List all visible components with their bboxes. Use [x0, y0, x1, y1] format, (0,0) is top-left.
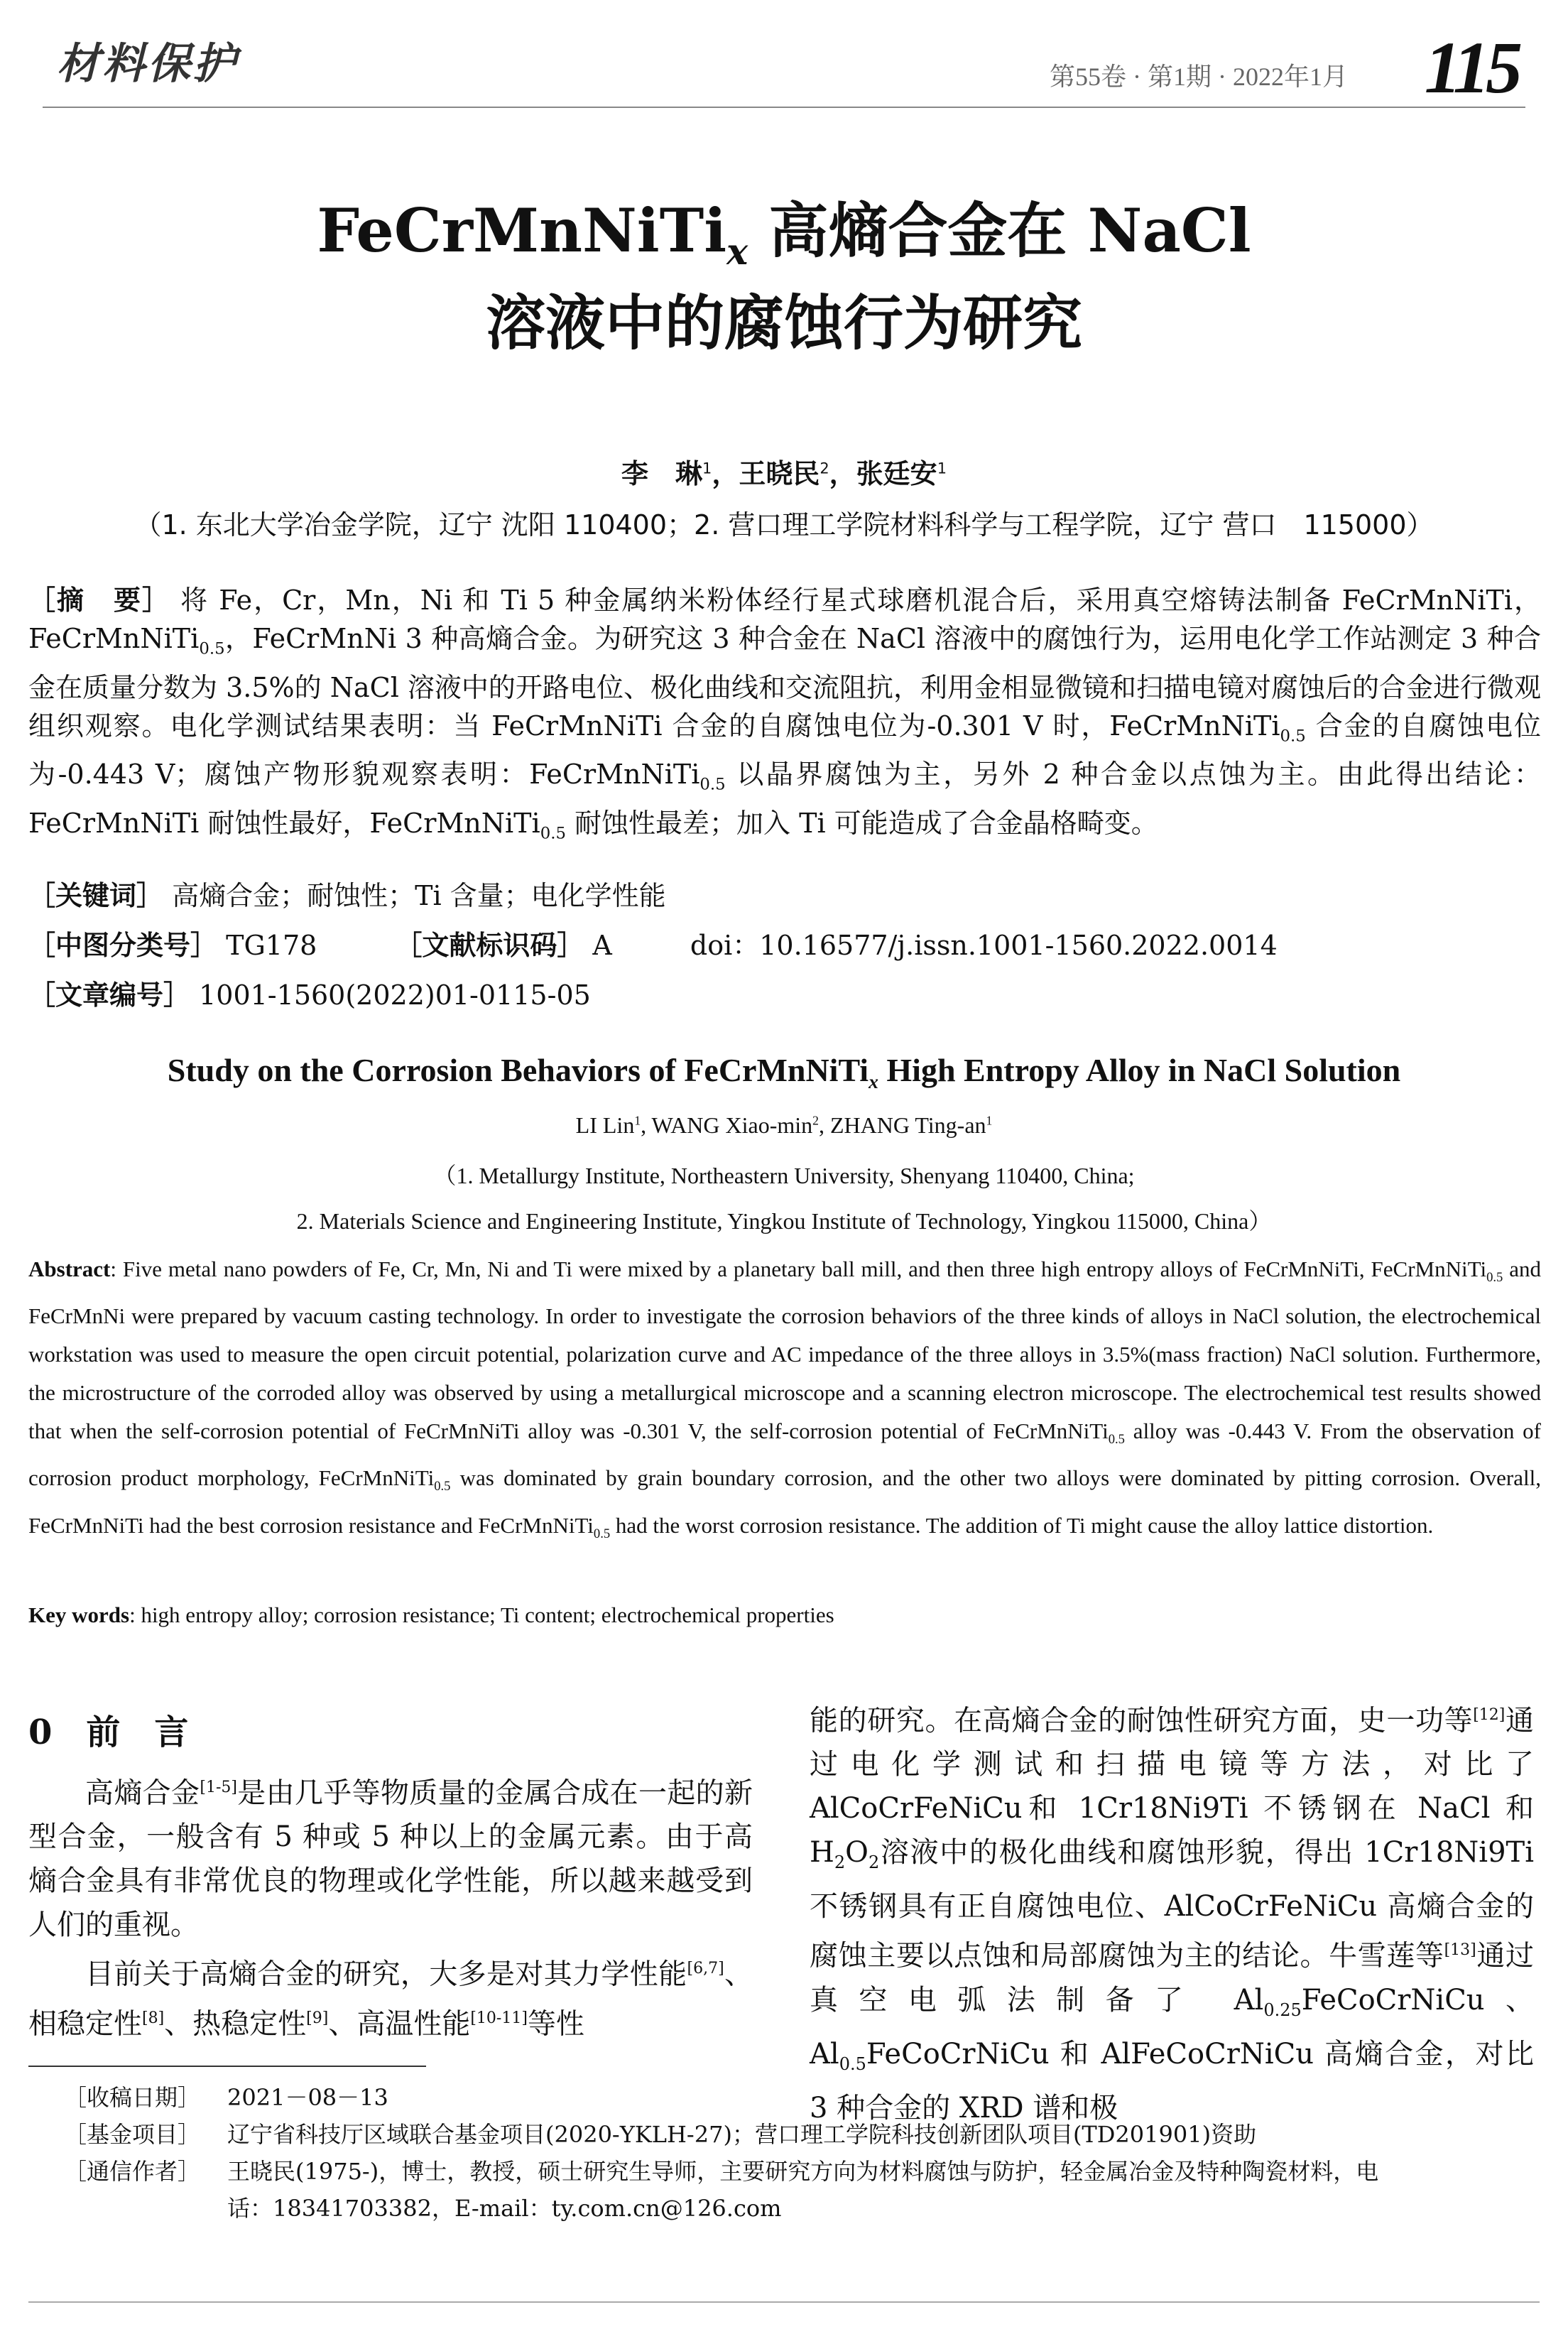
- bottom-divider: [28, 2301, 1540, 2303]
- paragraph: 高熵合金[1-5]是由几乎等物质量的金属合成在一起的新型合金，一般含有 5 种或 5 种以上的金属元素。由于高熵合金具有非常优良的物理或化学性能，所以越来越受到人们的重视。: [28, 1776, 753, 1942]
- author-list: 李 琳$^1$，王晓民$^2$，张廷安$^1$: [621, 458, 947, 489]
- english-title: Study on the Corrosion Behaviors of FeCrMnNiTi$_x$ High Entropy Alloy in NaCl Solution: [167, 1052, 1401, 1093]
- english-authors: LI Lin$^1$, WANG Xiao-$\min^2$, ZHANG Ting-$an^1$: [575, 1112, 993, 1138]
- english-abstract: Abstract: Five metal nano powders of Fe, Cr, Mn, Ni and Ti were mixed by a planetary ball mill, and then three high entropy alloys of FeCrMnNiTi, FeCrMnNiTi$_{0.5}$ and FeCrMnNi were prepared by vacuum casting technology. In order to investigate the corrosion behaviors of the three kinds of alloys in NaCl solution, the electrochemical workstation was used to measure the open circuit potential, polarization curve and AC impedance of the three alloys in 3.5%(mass fraction) NaCl solution. Furthermore, the microstructure of the corroded alloy was observed by using a metallurgical microscope and a scanning electron microscope. The electrochemical test results showed that when the self-corrosion potential of FeCrMnNiTi alloy was -0.301 V, the self-corrosion potential of FeCrMnNiTi$_{0.5}$ alloy was -0.443 V. From the observation of corrosion product morphology, FeCrMnNiTi$_{0.5}$ was dominated by grain boundary corrosion, and the other two alloys were dominated by pitting corrosion. Overall, FeCrMnNiTi had the best corrosion resistance and FeCrMnNiTi$_{0.5}$ had the worst corrosion resistance. The addition of Ti might cause the alloy lattice distortion.: [28, 1257, 1542, 1541]
- paper-title-line-1: FeCrMnNiTi$_x$ 高熵合金在 NaCl: [317, 195, 1251, 273]
- footnote-divider: [28, 2066, 426, 2067]
- section-heading: 0 前 言: [28, 1713, 189, 1752]
- received-date: ［收稿日期］ 2021－08－13: [64, 2084, 388, 2111]
- english-affiliation-2: 2. Materials Science and Engineering Institute, Yingkou Institute of Technology, Yingkou 115000, China）: [296, 1208, 1272, 1234]
- classification-line: ［中图分类号］ TG178 ［文献标识码］ A doi：10.16577/j.issn.1001-1560.2022.0014: [28, 930, 1278, 961]
- keywords-cn: ［关键词］ 高熵合金；耐蚀性；Ti 含量；电化学性能: [28, 880, 666, 911]
- english-affiliation-1: （1. Metallurgy Institute, Northeastern University, Shenyang 110400, China;: [433, 1163, 1135, 1188]
- article-number: ［文章编号］ 1001-1560(2022)01-0115-05: [28, 979, 591, 1011]
- fund-info: ［基金项目］ 辽宁省科技厅区域联合基金项目(2020-YKLH-27)；营口理工学院科技创新团队项目(TD201901)资助: [64, 2121, 1257, 2148]
- issue-info: 第55卷 · 第1期 · 2022年1月: [1050, 63, 1348, 91]
- affiliation: （1. 东北大学冶金学院，辽宁 沈阳 110400；2. 营口理工学院材料科学与工程学院，辽宁 营口 115000）: [134, 509, 1434, 541]
- left-column: [28, 1766, 753, 2046]
- paragraph: 目前关于高熵合金的研究，大多是对其力学性能[6,7]、相稳定性[8]、热稳定性[9]、高温性能[10-11]等性: [28, 1958, 753, 2040]
- english-keywords: Key words: high entropy alloy; corrosion resistance; Ti content; electrochemical properties: [28, 1602, 834, 1627]
- page-number: 115: [1424, 27, 1518, 109]
- paragraph: 能的研究。在高熵合金的耐蚀性研究方面，史一功等[12]通过电化学测试和扫描电镜等方法，对比了 AlCoCrFeNiCu和 1Cr18Ni9Ti 不锈钢在 NaCl 和 $H_2O_2$溶液中的极化曲线和腐蚀形貌，得出 1Cr18Ni9Ti 不锈钢具有正自腐蚀电位、AlCoCrFeNiCu 高熵合金的腐蚀主要以点蚀和局部腐蚀为主的结论。牛雪莲等[13]通过真空电弧法制备了 $Al_{0.25}FeCoCrNiCu$、$Al_{0.5}FeCoCrNiCu$ 和 AlFeCoCrNiCu 高熵合金，对比 3 种合金的 XRD 谱和极: [810, 1704, 1535, 2124]
- journal-name: 材料保护: [57, 39, 239, 89]
- abstract-cn: ［摘 要］ 将 Fe，Cr，Mn，Ni 和 Ti 5 种金属纳米粉体经行星式球磨机混合后，采用真空熔铸法制备 FeCrMnNiTi，FeCrMnNiTi$_{0.5}$，FeCrMnNi 3 种高熵合金。为研究这 3 种合金在 NaCl 溶液中的腐蚀行为，运用电化学工作站测定 3 种合金在质量分数为 3.5%的 NaCl 溶液中的开路电位、极化曲线和交流阻抗，利用金相显微镜和扫描电镜对腐蚀后的合金进行微观组织观察。电化学测试结果表明：当 FeCrMnNiTi 合金的自腐蚀电位为-0.301 V 时，FeCrMnNiTi$_{0.5}$ 合金的自腐蚀电位为-0.443 V；腐蚀产物形貌观察表明：FeCrMnNiTi$_{0.5}$ 以晶界腐蚀为主，另外 2 种合金以点蚀为主。由此得出结论：FeCrMnNiTi 耐蚀性最好，FeCrMnNiTi$_{0.5}$ 耐蚀性最差；加入 Ti 可能造成了合金晶格畸变。: [28, 585, 1541, 843]
- corresponding-author: ［通信作者］ 王晓民(1975-)，博士，教授，硕士研究生导师，主要研究方向为材料腐蚀与防护，轻金属冶金及特种陶瓷材料，电: [64, 2158, 1379, 2185]
- corresponding-contact: 话：18341703382，E-mail：ty.com.cn@126.com: [227, 2195, 782, 2222]
- paper-title-line-2: 溶液中的腐蚀行为研究: [485, 288, 1082, 358]
- header-divider: [43, 107, 1525, 108]
- right-column: [810, 1693, 1534, 2130]
